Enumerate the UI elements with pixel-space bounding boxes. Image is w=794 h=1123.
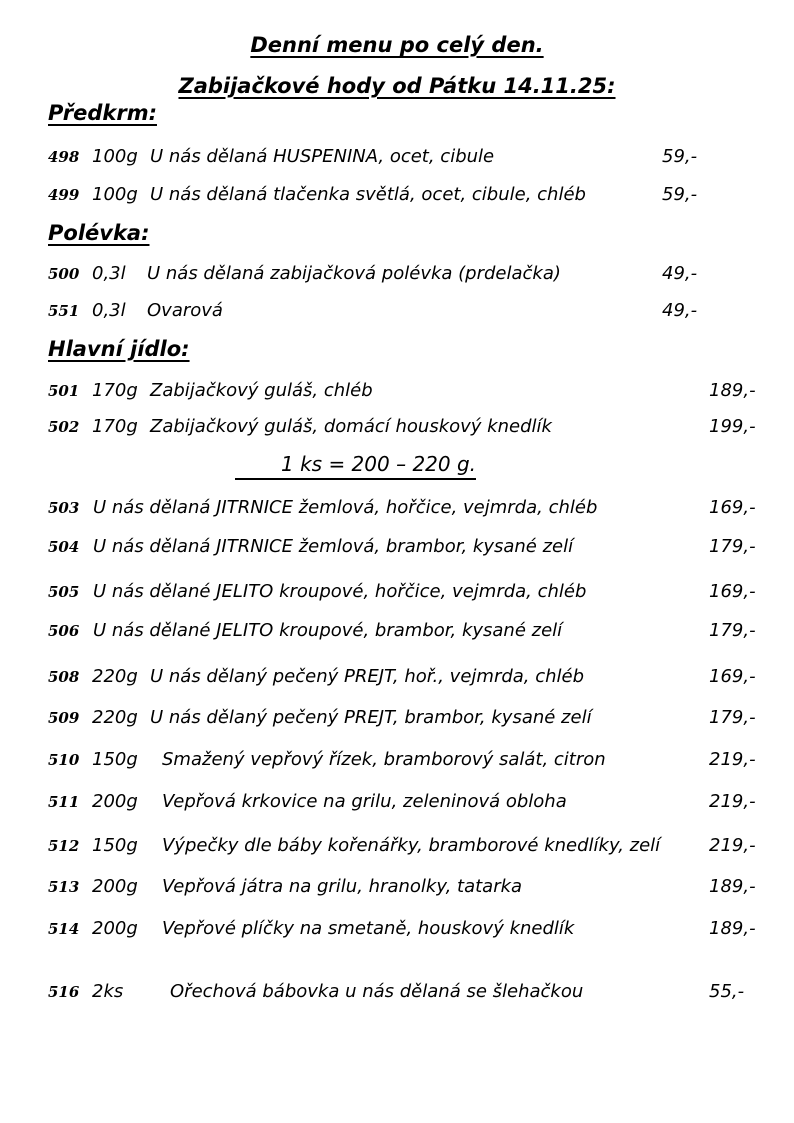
page-subtitle-text: Zabijačkové hody od Pátku 14.11.25: [178,74,616,98]
page-subtitle [0,74,794,98]
item-code: 516 [48,983,80,1001]
page-title [0,33,794,57]
item-code: 502 [48,418,80,436]
item-price: 49,- [662,263,698,284]
section-heading-soup [48,221,149,245]
item-quantity: 200g [92,876,138,897]
item-description: U nás dělaná zabijačková polévka (prdelačka) [147,263,561,284]
item-price: 199,- [709,416,756,437]
item-price: 219,- [709,749,756,770]
item-code: 504 [48,538,80,556]
item-quantity: 150g [92,835,138,856]
item-code: 506 [48,622,80,640]
menu-item-row-504 [48,537,794,557]
section-heading-soup-text: Polévka: [48,221,150,245]
item-price: 189,- [709,380,756,401]
item-description: U nás dělaný pečený PREJT, brambor, kysané zelí [150,707,592,728]
menu-item-row-511 [48,792,794,812]
menu-item-row-501 [48,381,794,401]
item-price: 219,- [709,791,756,812]
menu-item-row-551 [48,301,794,321]
item-description: Smažený vepřový řízek, bramborový salát, citron [162,749,606,770]
item-code: 508 [48,668,80,686]
menu-item-row-512 [48,836,794,856]
menu-item-row-510 [48,750,794,770]
item-code: 505 [48,583,80,601]
item-description: U nás dělaná JITRNICE žemlová, brambor, kysané zelí [93,536,574,557]
item-description: Ovarová [147,300,223,321]
item-quantity: 220g [92,666,138,687]
item-price: 49,- [662,300,698,321]
item-description: U nás dělaná HUSPENINA, ocet, cibule [150,146,495,167]
item-price: 169,- [709,666,756,687]
menu-item-row-503 [48,498,794,518]
item-code: 510 [48,751,80,769]
item-code: 498 [48,148,80,166]
item-code: 551 [48,302,80,320]
menu-item-row-506 [48,621,794,641]
item-code: 499 [48,186,80,204]
item-price: 189,- [709,918,756,939]
item-description: Výpečky dle báby kořenářky, bramborové knedlíky, zelí [162,835,661,856]
item-price: 219,- [709,835,756,856]
item-quantity: 100g [92,184,138,205]
item-description: Ořechová bábovka u nás dělaná se šlehačkou [170,981,584,1002]
item-quantity: 2ks [92,981,124,1002]
item-price: 179,- [709,707,756,728]
item-code: 500 [48,265,80,283]
item-description: Vepřová játra na grilu, hranolky, tatarka [162,876,523,897]
page-title-text: Denní menu po celý den. [250,33,544,57]
item-quantity: 220g [92,707,138,728]
menu-item-row-516 [48,982,794,1002]
item-price: 179,- [709,536,756,557]
item-quantity: 0,3l [92,263,126,284]
item-code: 514 [48,920,80,938]
item-quantity: 100g [92,146,138,167]
item-description: U nás dělané JELITO kroupové, brambor, kysané zelí [93,620,563,641]
menu-item-row-502 [48,417,794,437]
menu-item-row-500 [48,264,794,284]
item-description: Zabijačkový guláš, chléb [150,380,373,401]
menu-item-row-514 [48,919,794,939]
menu-item-row-508 [48,667,794,687]
item-quantity: 200g [92,791,138,812]
menu-item-row-505 [48,582,794,602]
item-quantity: 150g [92,749,138,770]
item-price: 189,- [709,876,756,897]
item-description: U nás dělané JELITO kroupové, hořčice, vejmrda, chléb [93,581,587,602]
item-description: U nás dělaná JITRNICE žemlová, hořčice, vejmrda, chléb [93,497,598,518]
section-heading-main [48,337,190,361]
item-description: Vepřové plíčky na smetaně, houskový knedlík [162,918,575,939]
portion-note-text: 1 ks = 200 – 220 g. [235,452,476,480]
item-quantity: 200g [92,918,138,939]
item-quantity: 170g [92,380,138,401]
item-price: 169,- [709,581,756,602]
item-quantity: 0,3l [92,300,126,321]
item-price: 59,- [662,184,698,205]
item-code: 503 [48,499,80,517]
item-description: Zabijačkový guláš, domácí houskový knedlík [150,416,552,437]
menu-item-row-509 [48,708,794,728]
item-price: 169,- [709,497,756,518]
item-code: 509 [48,709,80,727]
section-heading-starters-text: Předkrm: [48,101,157,125]
menu-item-row-499 [48,185,794,205]
section-heading-main-text: Hlavní jídlo: [48,337,190,361]
item-code: 501 [48,382,80,400]
item-price: 179,- [709,620,756,641]
item-code: 513 [48,878,80,896]
item-code: 511 [48,793,80,811]
section-heading-starters [48,101,157,125]
portion-note [235,452,476,480]
item-quantity: 170g [92,416,138,437]
item-description: U nás dělaná tlačenka světlá, ocet, cibule, chléb [150,184,586,205]
item-price: 59,- [662,146,698,167]
item-code: 512 [48,837,80,855]
menu-item-row-513 [48,877,794,897]
item-price: 55,- [709,981,745,1002]
menu-item-row-498 [48,147,794,167]
item-description: U nás dělaný pečený PREJT, hoř., vejmrda, chléb [150,666,585,687]
item-description: Vepřová krkovice na grilu, zeleninová obloha [162,791,567,812]
